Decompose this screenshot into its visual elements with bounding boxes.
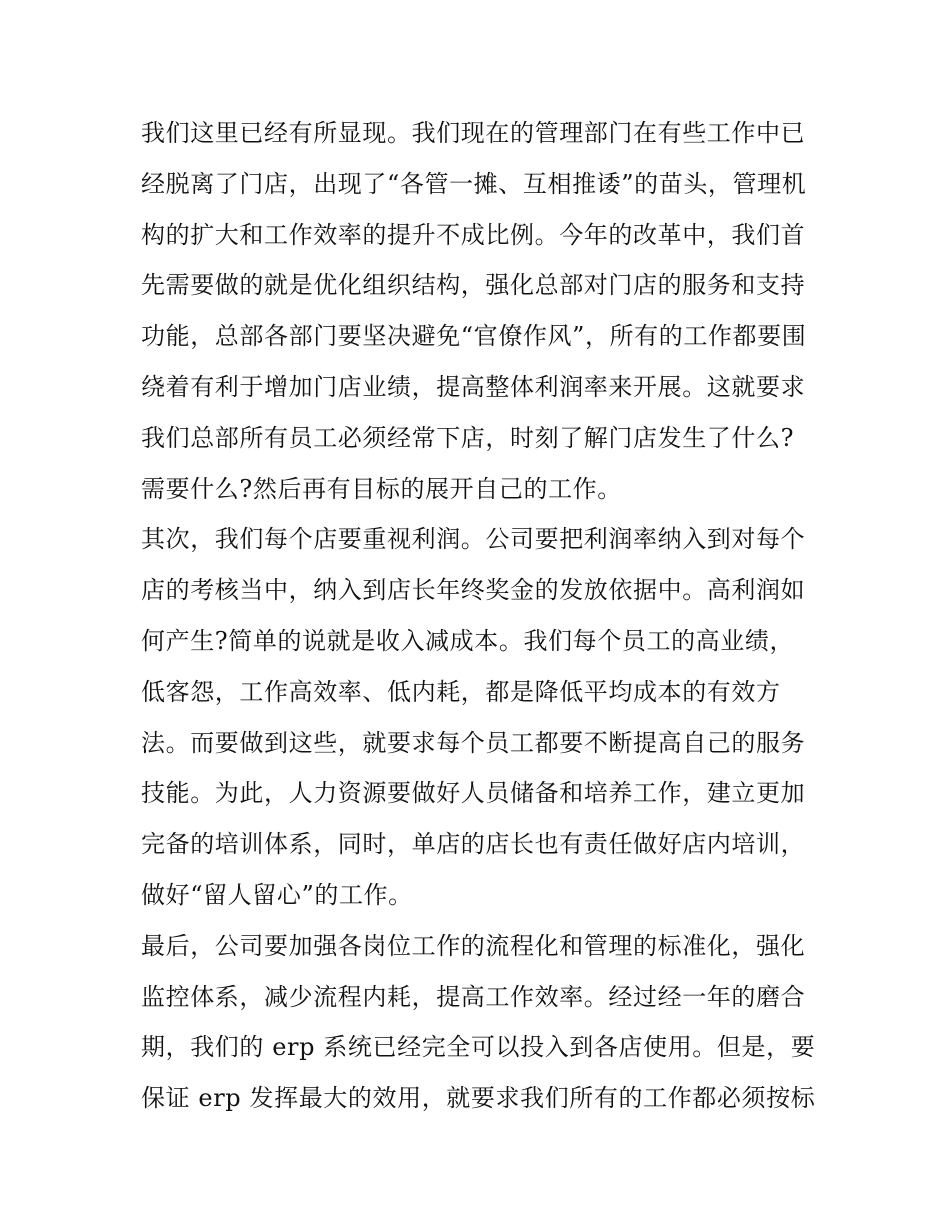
text-line-13: 法。而要做到这些，就要求每个员工都要不断提高自己的服务 [141,728,806,757]
text-line-19: 期，我们的 erp 系统已经完全可以投入到各店使用。但是，要 [141,1033,816,1062]
text-line-7: 我们总部所有员工必须经常下店，时刻了解门店发生了什么? [141,423,795,452]
text-line-14: 技能。为此，人力资源要做好人员储备和培养工作，建立更加 [141,779,806,808]
text-line-17: 最后，公司要加强各岗位工作的流程化和管理的标准化，强化 [141,931,806,960]
document-body [141,108,821,1124]
text-line-4: 先需要做的就是优化组织结构，强化总部对门店的服务和支持 [141,271,806,300]
text-line-10: 店的考核当中，纳入到店长年终奖金的发放依据中。高利润如 [141,576,806,605]
text-line-15: 完备的培训体系，同时，单店的店长也有责任做好店内培训， [141,830,806,859]
text-line-16: 做好“留人留心”的工作。 [141,880,413,909]
text-line-18: 监控体系，减少流程内耗，提高工作效率。经过经一年的磨合 [141,982,806,1011]
text-line-8: 需要什么?然后再有目标的展开自己的工作。 [141,474,622,503]
text-line-9: 其次，我们每个店要重视利润。公司要把利润率纳入到对每个 [141,525,806,554]
text-line-20: 保证 erp 发挥最大的效用，就要求我们所有的工作都必须按标 [141,1084,816,1113]
text-line-11: 何产生?简单的说就是收入减成本。我们每个员工的高业绩， [141,626,795,655]
text-line-12: 低客怨，工作高效率、低内耗，都是降低平均成本的有效方 [141,677,781,706]
text-line-3: 构的扩大和工作效率的提升不成比例。今年的改革中，我们首 [141,220,806,249]
text-line-2: 经脱离了门店，出现了“各管一摊、互相推诿”的苗头，管理机 [141,169,807,198]
text-line-5: 功能，总部各部门要坚决避免“官僚作风”，所有的工作都要围 [141,322,807,351]
text-line-1: 我们这里已经有所显现。我们现在的管理部门在有些工作中已 [141,119,806,147]
text-line-6: 绕着有利于增加门店业绩，提高整体利润率来开展。这就要求 [141,372,806,401]
